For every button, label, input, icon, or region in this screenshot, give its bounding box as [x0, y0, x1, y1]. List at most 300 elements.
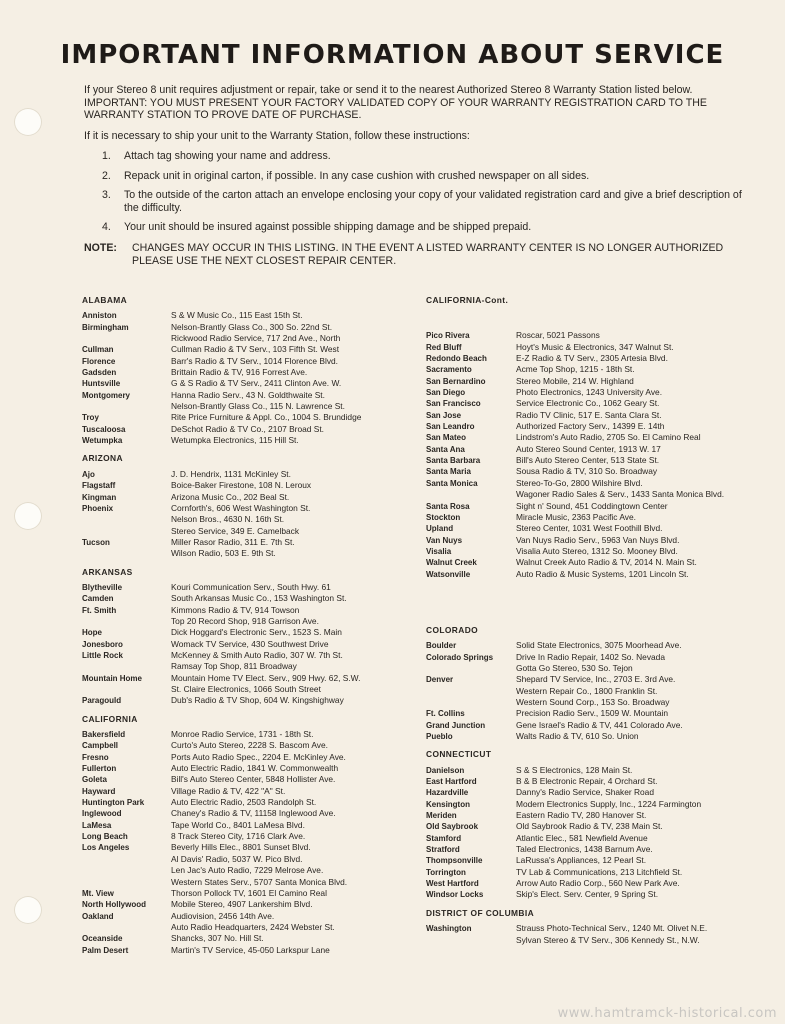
city-name: Oceanside: [82, 934, 123, 944]
listing-row: [426, 640, 756, 651]
service-station: G & S Radio & TV Serv., 2411 Clinton Ave. W.: [171, 378, 342, 389]
city-name: Santa Maria: [426, 467, 471, 477]
service-station: Audiovision, 2456 14th Ave.: [171, 910, 275, 921]
service-station: Beverly Hills Elec., 8801 Sunset Blvd.: [171, 842, 311, 853]
service-station: St. Claire Electronics, 1066 South Street: [171, 684, 321, 694]
listing-row: [426, 376, 756, 387]
city-name: [426, 489, 516, 500]
service-station: Nelson-Brantly Glass Co., 300 So. 22nd St.: [171, 321, 333, 332]
service-station: Ports Auto Radio Spec., 2204 E. McKinley Ave.: [171, 751, 346, 762]
service-station: Roscar, 5021 Passons: [516, 330, 600, 341]
listing-row: [82, 310, 402, 321]
listing-row: [82, 684, 402, 695]
listing-row: [426, 353, 756, 364]
listing-row: [82, 729, 402, 740]
listing-row: [82, 763, 402, 774]
city-name: Huntsville: [82, 379, 121, 389]
listing-row: [82, 911, 402, 922]
page-title: IMPORTANT INFORMATION ABOUT SERVICE: [60, 40, 725, 70]
service-station: Hoyt's Music & Electronics, 347 Walnut St.: [516, 341, 674, 352]
city-name: Blytheville: [82, 582, 123, 592]
city-name: Stratford: [426, 845, 460, 855]
service-station: Gotta Go Stereo, 530 So. Tejon: [516, 662, 633, 673]
service-station: South Arkansas Music Co., 153 Washington St.: [171, 593, 347, 604]
service-station: Lindstrom's Auto Radio, 2705 So. El Camino Real: [516, 432, 701, 443]
service-station: Authorized Factory Serv., 14399 E. 14th: [516, 421, 665, 432]
city-name: San Leandro: [426, 422, 475, 432]
city-name: Denver: [426, 675, 454, 685]
listing-row: [82, 503, 402, 514]
service-station: Brittain Radio & TV, 916 Forrest Ave.: [171, 367, 308, 378]
service-station: Van Nuys Radio Serv., 5963 Van Nuys Blvd.: [516, 534, 680, 545]
service-station: Al Davis' Radio, 5037 W. Pico Blvd.: [171, 853, 303, 864]
binder-hole: [14, 108, 42, 136]
city-name: Wetumpka: [82, 436, 123, 446]
city-name: Gadsden: [82, 368, 117, 378]
listing-row: [426, 720, 756, 731]
listing-row: [426, 557, 756, 568]
service-station: Western Repair Co., 1800 Franklin St.: [516, 685, 658, 696]
city-name: Fresno: [82, 752, 109, 762]
city-name: Santa Rosa: [426, 501, 470, 511]
service-station: Solid State Electronics, 3075 Moorhead Ave.: [516, 640, 682, 651]
listing-row: [82, 627, 402, 638]
listing-row: [426, 569, 756, 580]
city-name: [82, 684, 171, 695]
listing-row: [426, 833, 756, 844]
listing-row: [426, 855, 756, 866]
service-station: Barr's Radio & TV Serv., 1014 Florence Blvd.: [171, 355, 338, 366]
city-name: San Francisco: [426, 399, 481, 409]
listing-row: [426, 387, 756, 398]
city-name: Oakland: [82, 911, 114, 921]
listing-row: [426, 663, 756, 674]
listing-row: [82, 650, 402, 661]
listing-row: [426, 535, 756, 546]
city-name: Watsonville: [426, 569, 471, 579]
city-name: Van Nuys: [426, 535, 463, 545]
instruction-steps: [102, 150, 742, 241]
city-name: Hope: [82, 628, 102, 638]
listing-row: [82, 774, 402, 785]
listing-row: [426, 765, 756, 776]
service-station: Radio TV Clinic, 517 E. Santa Clara St.: [516, 409, 662, 420]
service-station: Auto Stereo Sound Center, 1913 W. 17: [516, 443, 661, 454]
listing-row: [426, 432, 756, 443]
city-name: LaMesa: [82, 820, 112, 830]
city-name: [426, 663, 516, 674]
listing-row: [426, 821, 756, 832]
city-name: Flagstaff: [82, 481, 116, 491]
listing-row: [426, 489, 756, 500]
service-station: Len Jac's Auto Radio, 7229 Melrose Ave.: [171, 865, 324, 876]
instructions-heading: If it is necessary to ship your unit to the Warranty Station, follow these instructions:: [84, 130, 470, 142]
listing-row: [82, 820, 402, 831]
city-name: Mt. View: [82, 888, 114, 898]
service-station: Miracle Music, 2363 Pacific Ave.: [516, 511, 636, 522]
service-station: S & W Music Co., 115 East 15th St.: [171, 310, 303, 321]
service-station: Chaney's Radio & TV, 11158 Inglewood Ave.: [171, 808, 336, 819]
listing-row: [426, 935, 756, 946]
service-station: Wetumpka Electronics, 115 Hill St.: [171, 435, 299, 446]
listing-row: [426, 867, 756, 878]
city-name: [426, 697, 516, 708]
city-name: Ft. Smith: [82, 605, 117, 615]
service-station: Rickwood Radio Service, 717 2nd Ave., North: [171, 333, 341, 344]
listing-row: [426, 889, 756, 900]
listing-row: [82, 435, 402, 446]
city-name: Danielson: [426, 765, 465, 775]
service-station: Auto Radio Headquarters, 2424 Webster St.: [171, 921, 335, 932]
listing-row: [426, 410, 756, 421]
service-station: Mountain Home TV Elect. Serv., 909 Hwy. 62, S.W.: [171, 672, 361, 683]
listing-row: [82, 390, 402, 401]
city-name: Camden: [82, 594, 114, 604]
step-item: 1. Attach tag showing your name and address.: [102, 150, 331, 162]
service-station: Kouri Communication Serv., South Hwy. 61: [171, 581, 331, 592]
service-station: Service Electronic Co., 1062 Geary St.: [516, 398, 660, 409]
step-item: 3. To the outside of the carton attach an envelope enclosing your copy of your validated registration card and give a brief description of the difficulty.: [102, 189, 742, 214]
city-name: Long Beach: [82, 832, 128, 842]
listing-row: [426, 478, 756, 489]
note-text: CHANGES MAY OCCUR IN THIS LISTING. IN THE EVENT A LISTED WARRANTY CENTER IS NO LONGER AUTHORIZED PLEASE USE THE NEXT CLOSEST REPAIR CENTER.: [132, 242, 724, 267]
state-heading: COLORADO: [426, 624, 479, 635]
city-name: Tuscaloosa: [82, 424, 126, 434]
service-station: Auto Electric Radio, 2503 Randolph St.: [171, 797, 317, 808]
listing-row: [426, 810, 756, 821]
service-station: Walts Radio & TV, 610 So. Union: [516, 731, 639, 741]
service-station: Drive In Radio Repair, 1402 So. Nevada: [516, 651, 665, 662]
service-station: Village Radio & TV, 422 "A" St.: [171, 785, 286, 796]
service-station: Precision Radio Serv., 1509 W. Mountain: [516, 708, 669, 719]
city-name: Inglewood: [82, 809, 122, 819]
step-item: 4. Your unit should be insured against possible shipping damage and be shipped prepaid.: [102, 221, 532, 234]
listing-row: [426, 652, 756, 663]
listing-row: [82, 526, 402, 537]
city-name: West Hartford: [426, 879, 479, 889]
listing-row: [82, 888, 402, 899]
city-name: Los Angeles: [82, 843, 130, 853]
listing-row: [426, 421, 756, 432]
listing-row: [426, 731, 756, 742]
service-station: TV Lab & Communications, 213 Litchfield St.: [516, 866, 683, 877]
service-station: Stereo Center, 1031 West Foothill Blvd.: [516, 523, 663, 534]
city-name: Boulder: [426, 641, 457, 651]
city-name: San Bernardino: [426, 376, 486, 386]
service-station: Monroe Radio Service, 1731 - 18th St.: [171, 729, 314, 740]
city-name: [82, 514, 171, 525]
service-station: Curto's Auto Stereo, 2228 S. Bascom Ave.: [171, 740, 328, 751]
section-spacer: [426, 310, 756, 330]
service-station: Modern Electronics Supply, Inc., 1224 Farmington: [516, 798, 702, 809]
city-name: [82, 877, 171, 888]
city-name: Walnut Creek: [426, 558, 477, 568]
service-station: Bill's Auto Stereo Center, 5848 Hollister Ave.: [171, 774, 336, 785]
listing-row: [82, 797, 402, 808]
service-station: Danny's Radio Service, Shaker Road: [516, 787, 654, 798]
service-station: Martin's TV Service, 45-050 Larkspur Lane: [171, 944, 330, 955]
listing-row: [82, 605, 402, 616]
listing-row: [426, 501, 756, 512]
service-station: Wagoner Radio Sales & Serv., 1433 Santa Monica Blvd.: [516, 489, 725, 500]
city-name: [426, 686, 516, 697]
city-name: [82, 548, 171, 559]
state-heading: CALIFORNIA: [82, 713, 138, 724]
listing-row: [82, 842, 402, 853]
city-name: [82, 865, 171, 876]
listing-row: [82, 922, 402, 933]
city-name: Red Bluff: [426, 342, 462, 352]
listing-row: [426, 878, 756, 889]
listing-row: [82, 752, 402, 763]
listing-row: [82, 344, 402, 355]
service-station: Taled Electronics, 1438 Barnum Ave.: [516, 844, 653, 855]
city-name: Stamford: [426, 833, 462, 843]
service-station: Sight n' Sound, 451 Coddingtown Center: [516, 500, 668, 511]
service-station: Cornforth's, 606 West Washington St.: [171, 502, 311, 513]
city-name: Redondo Beach: [426, 354, 487, 364]
listing-row: [82, 786, 402, 797]
listing-row: [82, 808, 402, 819]
service-station: Arrow Auto Radio Corp., 560 New Park Ave.: [516, 878, 680, 889]
listing-row: [82, 740, 402, 751]
listing-row: [426, 776, 756, 787]
listing-row: [426, 466, 756, 477]
city-name: Fullerton: [82, 764, 117, 774]
right-listing-column: [426, 295, 756, 946]
service-station: Gene Israel's Radio & TV, 441 Colorado Ave.: [516, 719, 683, 730]
service-station: Auto Electric Radio, 1841 W. Commonwealth: [171, 763, 339, 774]
city-name: Tucson: [82, 537, 110, 547]
service-station: 8 Track Stereo City, 1716 Clark Ave.: [171, 831, 306, 842]
service-station: Old Saybrook Radio & TV, 238 Main St.: [516, 821, 663, 832]
service-station: Kimmons Radio & TV, 914 Towson: [171, 604, 300, 615]
state-heading: DISTRICT OF COLUMBIA: [426, 907, 535, 918]
note: [84, 242, 744, 267]
city-name: Goleta: [82, 775, 107, 785]
service-station: Stereo-To-Go, 2800 Wilshire Blvd.: [516, 477, 643, 488]
service-station: Nelson Bros., 4630 N. 16th St.: [171, 514, 285, 525]
left-listing-column: [82, 295, 402, 956]
city-name: Anniston: [82, 311, 117, 321]
listing-row: [82, 492, 402, 503]
service-station: Ramsay Top Shop, 811 Broadway: [171, 661, 297, 672]
listing-row: [82, 356, 402, 367]
service-station: S & S Electronics, 128 Main St.: [516, 764, 633, 775]
listing-row: [82, 378, 402, 389]
service-station: LaRussa's Appliances, 12 Pearl St.: [516, 855, 647, 866]
city-name: [82, 616, 171, 627]
service-station: Strauss Photo-Technical Serv., 1240 Mt. Olivet N.E.: [516, 923, 708, 934]
service-station: Arizona Music Co., 202 Beal St.: [171, 491, 290, 502]
service-station: B & B Electronic Repair, 4 Orchard St.: [516, 776, 658, 787]
listing-row: [426, 686, 756, 697]
service-station: Nelson-Brantly Glass Co., 115 N. Lawrence St.: [171, 401, 345, 412]
city-name: Mountain Home: [82, 673, 142, 683]
service-station: Mobile Stereo, 4907 Lankershim Blvd.: [171, 899, 313, 910]
city-name: [82, 526, 171, 537]
city-name: Kingman: [82, 492, 117, 502]
city-name: San Jose: [426, 410, 462, 420]
listing-row: [82, 673, 402, 684]
listing-row: [426, 923, 756, 934]
service-station: Thorson Pollock TV, 1601 El Camino Real: [171, 887, 327, 898]
service-station: Skip's Elect. Serv. Center, 9 Spring St.: [516, 889, 659, 900]
listing-row: [82, 933, 402, 944]
city-name: San Mateo: [426, 433, 467, 443]
listing-row: [82, 593, 402, 604]
city-name: Washington: [426, 924, 472, 934]
listing-row: [426, 546, 756, 557]
city-name: Jonesboro: [82, 639, 123, 649]
listing-row: [426, 799, 756, 810]
note-label: NOTE:: [84, 242, 117, 254]
city-name: Florence: [82, 356, 116, 366]
listing-row: [426, 787, 756, 798]
city-name: Sacramento: [426, 365, 472, 375]
city-name: San Diego: [426, 388, 466, 398]
city-name: Montgomery: [82, 390, 130, 400]
service-station: Miller Rasor Radio, 311 E. 7th St.: [171, 536, 295, 547]
listing-row: [82, 945, 402, 956]
state-heading: ARKANSAS: [82, 566, 133, 577]
city-name: Campbell: [82, 741, 119, 751]
city-name: Hazardville: [426, 788, 469, 798]
city-name: Meriden: [426, 811, 457, 821]
city-name: Santa Ana: [426, 444, 465, 454]
city-name: [82, 922, 171, 933]
city-name: Kensington: [426, 799, 470, 809]
city-name: Torrington: [426, 867, 466, 877]
service-station: Shancks, 307 No. Hill St.: [171, 933, 264, 944]
city-name: Old Saybrook: [426, 822, 479, 832]
city-name: North Hollywood: [82, 900, 146, 910]
service-station: Acme Top Shop, 1215 - 18th St.: [516, 364, 635, 375]
listing-row: [426, 523, 756, 534]
city-name: Ft. Collins: [426, 709, 465, 719]
service-station: Top 20 Record Shop, 918 Garrison Ave.: [171, 615, 319, 626]
service-station: Hanna Radio Serv., 43 N. Goldthwaite St.: [171, 389, 325, 400]
listing-row: [82, 322, 402, 333]
city-name: Visalia: [426, 546, 452, 556]
city-name: [426, 935, 516, 946]
city-name: Phoenix: [82, 503, 114, 513]
listing-row: [426, 512, 756, 523]
listing-row: [426, 697, 756, 708]
service-station: Auto Radio & Music Systems, 1201 Lincoln St.: [516, 568, 689, 579]
service-station: Photo Electronics, 1243 University Ave.: [516, 387, 663, 398]
listing-row: [82, 480, 402, 491]
city-name: Colorado Springs: [426, 652, 494, 662]
listing-row: [82, 469, 402, 480]
service-station: Sousa Radio & TV, 310 So. Broadway: [516, 466, 658, 477]
service-station: Walnut Creek Auto Radio & TV, 2014 N. Main St.: [516, 557, 697, 568]
listing-row: [82, 548, 402, 559]
city-name: Stockton: [426, 512, 461, 522]
listing-row: [426, 708, 756, 719]
intro-paragraph: If your Stereo 8 unit requires adjustment or repair, take or send it to the nearest Authorized Stereo 8 Warranty Station listed below. IMPORTANT: YOU MUST PRESENT YOUR FACTORY VALIDATED COPY OF YOUR WARRANTY REGISTRATION CARD TO THE WARRANTY STATION TO PROVE DATE OF PURCHASE.: [84, 84, 707, 122]
state-heading: ALABAMA: [82, 295, 128, 305]
city-name: Hayward: [82, 786, 116, 796]
city-name: Windsor Locks: [426, 890, 484, 900]
city-name: Birmingham: [82, 322, 129, 332]
state-heading: CALIFORNIA-Cont.: [426, 295, 509, 305]
listing-row: [82, 899, 402, 910]
city-name: Troy: [82, 413, 99, 423]
listing-row: [82, 854, 402, 865]
listing-row: [82, 661, 402, 672]
service-station: Eastern Radio TV, 280 Hanover St.: [516, 810, 647, 821]
service-station: Stereo Mobile, 214 W. Highland: [516, 375, 634, 386]
service-station: Dick Hoggard's Electronic Serv., 1523 S. Main: [171, 627, 342, 638]
city-name: Santa Monica: [426, 478, 478, 488]
listing-row: [426, 444, 756, 455]
city-name: Upland: [426, 524, 454, 534]
city-name: Pico Rivera: [426, 331, 470, 341]
service-station: Womack TV Service, 430 Southwest Drive: [171, 638, 329, 649]
city-name: Pueblo: [426, 732, 453, 741]
city-name: East Hartford: [426, 777, 477, 787]
listing-row: [426, 398, 756, 409]
listing-row: [426, 674, 756, 685]
state-heading: ARIZONA: [82, 453, 123, 464]
city-name: Little Rock: [82, 650, 123, 660]
listing-row: [426, 342, 756, 353]
city-name: Santa Barbara: [426, 456, 481, 466]
service-station: McKenney & Smith Auto Radio, 307 W. 7th St.: [171, 649, 343, 660]
listing-row: [82, 401, 402, 412]
step-item: 2. Repack unit in original carton, if possible. In any case cushion with crushed newspaper on all sides.: [102, 169, 590, 182]
listing-row: [82, 616, 402, 627]
city-name: Bakersfield: [82, 730, 126, 740]
service-station: Sylvan Stereo & TV Serv., 306 Kennedy St., N.W.: [516, 934, 700, 945]
service-station: DeSchot Radio & TV Co., 2107 Broad St.: [171, 423, 325, 434]
service-station: Visalia Auto Stereo, 1312 So. Mooney Blvd.: [516, 545, 678, 556]
listing-row: [82, 877, 402, 888]
service-station: E-Z Radio & TV Serv., 2305 Artesia Blvd.: [516, 353, 668, 364]
city-name: Grand Junction: [426, 720, 486, 730]
city-name: Paragould: [82, 696, 122, 706]
city-name: [82, 854, 171, 865]
service-station: Western States Serv., 5707 Santa Monica Blvd.: [171, 876, 348, 887]
listing-row: [82, 582, 402, 593]
service-station: Tape World Co., 8401 LaMesa Blvd.: [171, 819, 305, 830]
binder-hole: [14, 502, 42, 530]
service-station: Cullman Radio & TV Serv., 103 Fifth St. West: [171, 344, 340, 355]
listing-row: [82, 412, 402, 423]
service-station: Bill's Auto Stereo Center, 513 State St.: [516, 455, 660, 466]
city-name: Thompsonville: [426, 856, 483, 866]
service-station: Atlantic Elec., 581 Newfield Avenue: [516, 832, 648, 843]
listing-row: [82, 367, 402, 378]
listing-row: [426, 455, 756, 466]
listing-row: [82, 639, 402, 650]
listing-row: [82, 865, 402, 876]
footer-url: www.hamtramck-historical.com: [557, 1006, 777, 1021]
service-station: J. D. Hendrix, 1131 McKinley St.: [171, 468, 291, 479]
listing-row: [82, 514, 402, 525]
listing-row: [82, 424, 402, 435]
city-name: [82, 333, 171, 344]
service-station: Wilson Radio, 503 E. 9th St.: [171, 548, 276, 559]
city-name: Ajo: [82, 469, 95, 479]
listing-row: [426, 844, 756, 855]
city-name: Cullman: [82, 345, 114, 355]
city-name: [82, 401, 171, 412]
listing-row: [426, 364, 756, 375]
listing-row: [82, 695, 402, 706]
binder-hole: [14, 896, 42, 924]
